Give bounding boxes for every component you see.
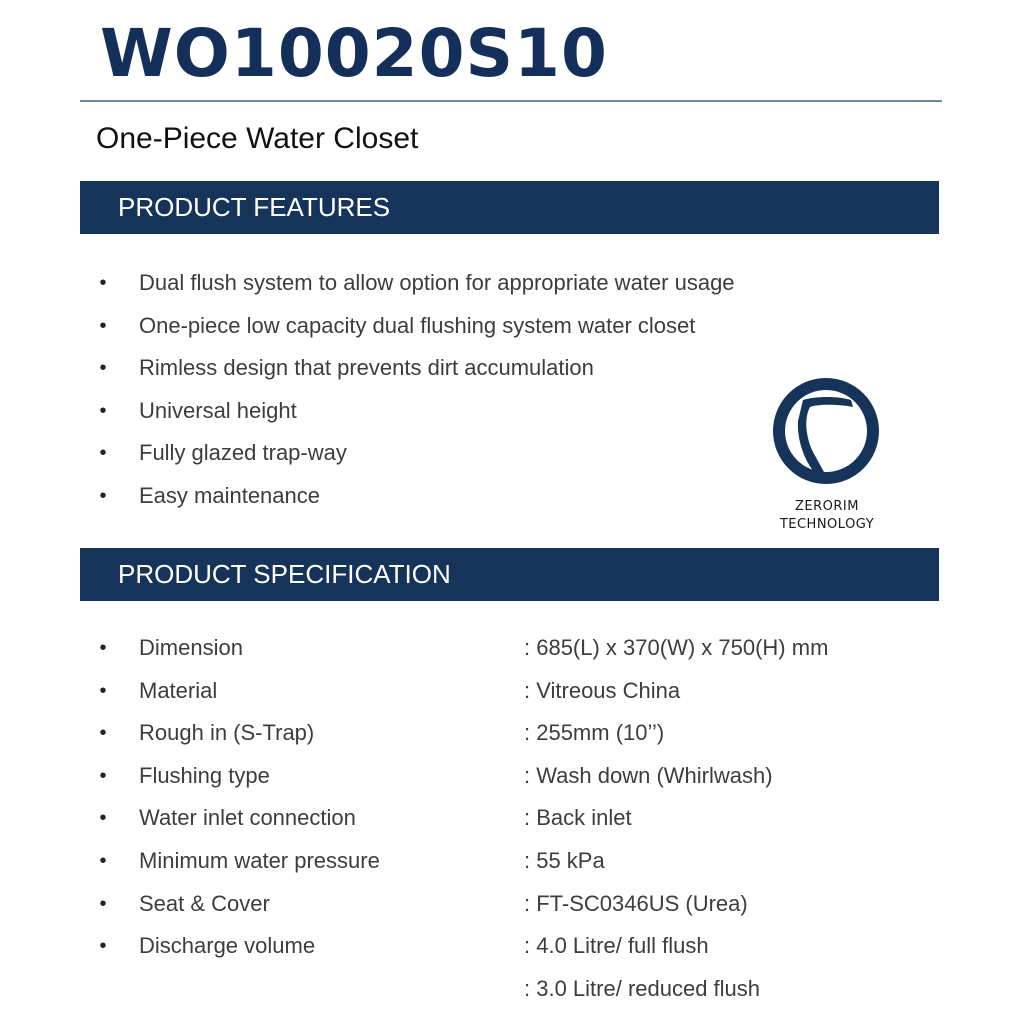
spec-label: Dimension [139, 635, 243, 660]
bullet-icon: • [99, 935, 107, 958]
feature-text: Easy maintenance [139, 482, 320, 508]
spec-value: : Vitreous China [524, 677, 681, 703]
spec-label: Material [139, 677, 218, 703]
features-section-header: PRODUCT FEATURES [80, 181, 939, 234]
badge-label-line2: TECHNOLOGY [779, 517, 875, 532]
bullet-icon: • [99, 807, 107, 830]
product-subtitle: One-Piece Water Closet [96, 122, 419, 155]
spec-value: : 3.0 Litre/ reduced flush [524, 975, 761, 1001]
spec-label: Minimum water pressure [139, 847, 380, 873]
spec-label: Rough in (S-Trap) [139, 720, 315, 746]
spec-value: : Wash down (Whirlwash) [524, 762, 773, 788]
badge-label-line1: ZERORIM [795, 499, 859, 514]
spec-value: : 685(L) x 370(W) x 750(H) mm [524, 635, 829, 660]
bullet-icon: • [99, 399, 107, 422]
feature-text: One-piece low capacity dual flushing system water closet [139, 312, 696, 338]
bullet-icon: • [99, 272, 107, 294]
bullet-icon: • [99, 849, 107, 872]
spec-value: : 55 kPa [524, 847, 605, 873]
feature-text: Dual flush system to allow option for appropriate water usage [139, 270, 735, 295]
feature-text: Fully glazed trap-way [139, 440, 347, 466]
bullet-icon: • [99, 637, 107, 659]
bullet-icon: • [99, 722, 107, 745]
bullet-icon: • [99, 314, 107, 337]
zerorim-icon [773, 378, 879, 484]
feature-text: Rimless design that prevents dirt accumulation [139, 355, 594, 381]
title-divider [80, 100, 942, 102]
spec-value: : 255mm (10’’) [524, 720, 665, 746]
spec-value: : FT-SC0346US (Urea) [524, 890, 748, 916]
badge-label [768, 498, 886, 534]
specification-section-header: PRODUCT SPECIFICATION [80, 548, 939, 601]
spec-label: Water inlet connection [139, 805, 356, 831]
feature-text: Universal height [139, 397, 297, 423]
spec-value: : Back inlet [524, 805, 632, 831]
spec-label: Flushing type [139, 762, 270, 788]
spec-label: Discharge volume [139, 933, 316, 959]
bullet-icon: • [99, 484, 107, 507]
bullet-icon: • [99, 442, 107, 465]
zerorim-badge [768, 376, 886, 536]
bullet-icon: • [99, 679, 107, 702]
spec-value: : 4.0 Litre/ full flush [524, 933, 709, 959]
bullet-icon: • [99, 764, 107, 787]
model-code: WO10020S10 [100, 15, 608, 92]
bullet-icon: • [99, 357, 107, 380]
bullet-icon: • [99, 892, 107, 915]
spec-label: Seat & Cover [139, 890, 270, 916]
